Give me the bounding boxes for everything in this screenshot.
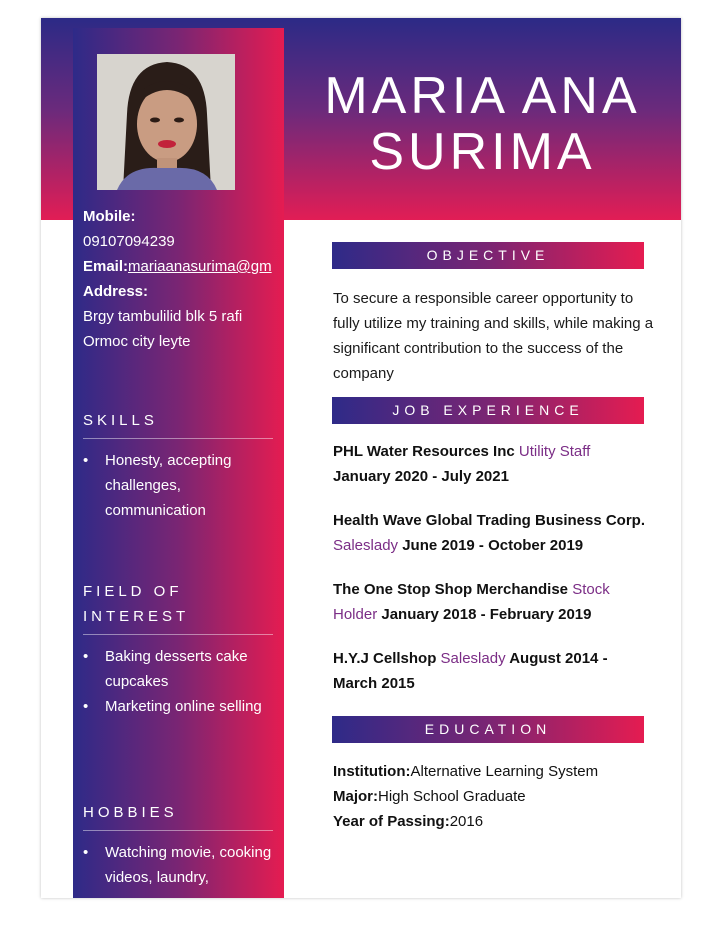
skills-title: SKILLS [83, 412, 158, 429]
mobile-label: Mobile: [83, 208, 136, 225]
major-label: Major: [333, 788, 378, 805]
email-label: Email: [83, 258, 129, 275]
job-entry [333, 439, 655, 489]
institution-value: Alternative Learning System [410, 763, 599, 780]
education-heading: EDUCATION [332, 716, 644, 743]
candidate-name [284, 68, 681, 180]
interest-item-text: Baking desserts cake cupcakes [105, 648, 248, 690]
skills-item-text: Honesty, accepting challenges, communication [105, 452, 232, 519]
job-dates: June 2019 - October 2019 [402, 537, 584, 554]
institution-label: Institution: [333, 763, 411, 780]
address-label: Address: [83, 283, 149, 300]
skills-list [83, 448, 278, 523]
hobbies-title: HOBBIES [83, 804, 178, 821]
year-label: Year of Passing: [333, 813, 450, 830]
interest-item-text: Marketing online selling [105, 698, 262, 715]
major-line [333, 784, 655, 809]
job-company: H.Y.J Cellshop [333, 650, 437, 667]
email-link[interactable]: mariaanasurima@gm [128, 258, 272, 275]
job-position: Stock Holder [333, 581, 610, 623]
name-line-1: MARIA ANA [324, 67, 641, 125]
profile-photo [97, 54, 235, 190]
job-dates: August 2014 - March 2015 [333, 650, 608, 692]
job-dates: January 2020 - July 2021 [333, 468, 509, 485]
education-details [333, 759, 655, 834]
hobbies-list [83, 840, 278, 890]
year-line [333, 809, 655, 834]
year-value: 2016 [449, 813, 484, 830]
job-position: Utility Staff [518, 443, 591, 460]
job-dates: January 2018 - February 2019 [381, 606, 592, 623]
interest-divider [83, 634, 273, 635]
name-line-2: SURIMA [369, 123, 596, 181]
objective-text: To secure a responsible career opportunity to fully utilize my training and skills, while making a significant contribution to the success of the company [333, 290, 654, 382]
institution-line [333, 759, 655, 784]
interest-list [83, 644, 278, 719]
job-position: Saleslady [333, 537, 399, 554]
job-entry [333, 577, 655, 627]
job-position: Saleslady [440, 650, 506, 667]
job-entry [333, 508, 655, 558]
job-experience-heading: JOB EXPERIENCE [332, 397, 644, 424]
hobbies-item-text: Watching movie, cooking videos, laundry, [105, 844, 272, 886]
hobbies-item: • Watching movie, cooking videos, laundry, [83, 844, 272, 886]
field-of-interest-title: FIELD OF INTEREST [83, 583, 190, 625]
interest-item: • Baking desserts cake cupcakes [83, 648, 248, 690]
profile-photo-illustration [97, 54, 235, 190]
mobile-number: 09107094239 [83, 233, 175, 250]
contact-info [83, 204, 283, 354]
email-line [83, 254, 284, 279]
objective-heading: OBJECTIVE [332, 242, 644, 269]
skills-divider [83, 438, 273, 439]
job-entry [333, 646, 655, 696]
interest-item: • Marketing online selling [83, 698, 262, 715]
resume-page [41, 18, 681, 898]
skills-item: • Honesty, accepting challenges, communication [83, 452, 232, 519]
job-company: Health Wave Global Trading Business Corp. [333, 512, 646, 529]
job-company: The One Stop Shop Merchandise [333, 581, 569, 598]
job-company: PHL Water Resources Inc [333, 443, 515, 460]
address-text: Brgy tambulilid blk 5 rafi Ormoc city leyte [83, 308, 243, 350]
hobbies-divider [83, 830, 273, 831]
sidebar [73, 28, 284, 898]
major-value: High School Graduate [378, 788, 526, 805]
